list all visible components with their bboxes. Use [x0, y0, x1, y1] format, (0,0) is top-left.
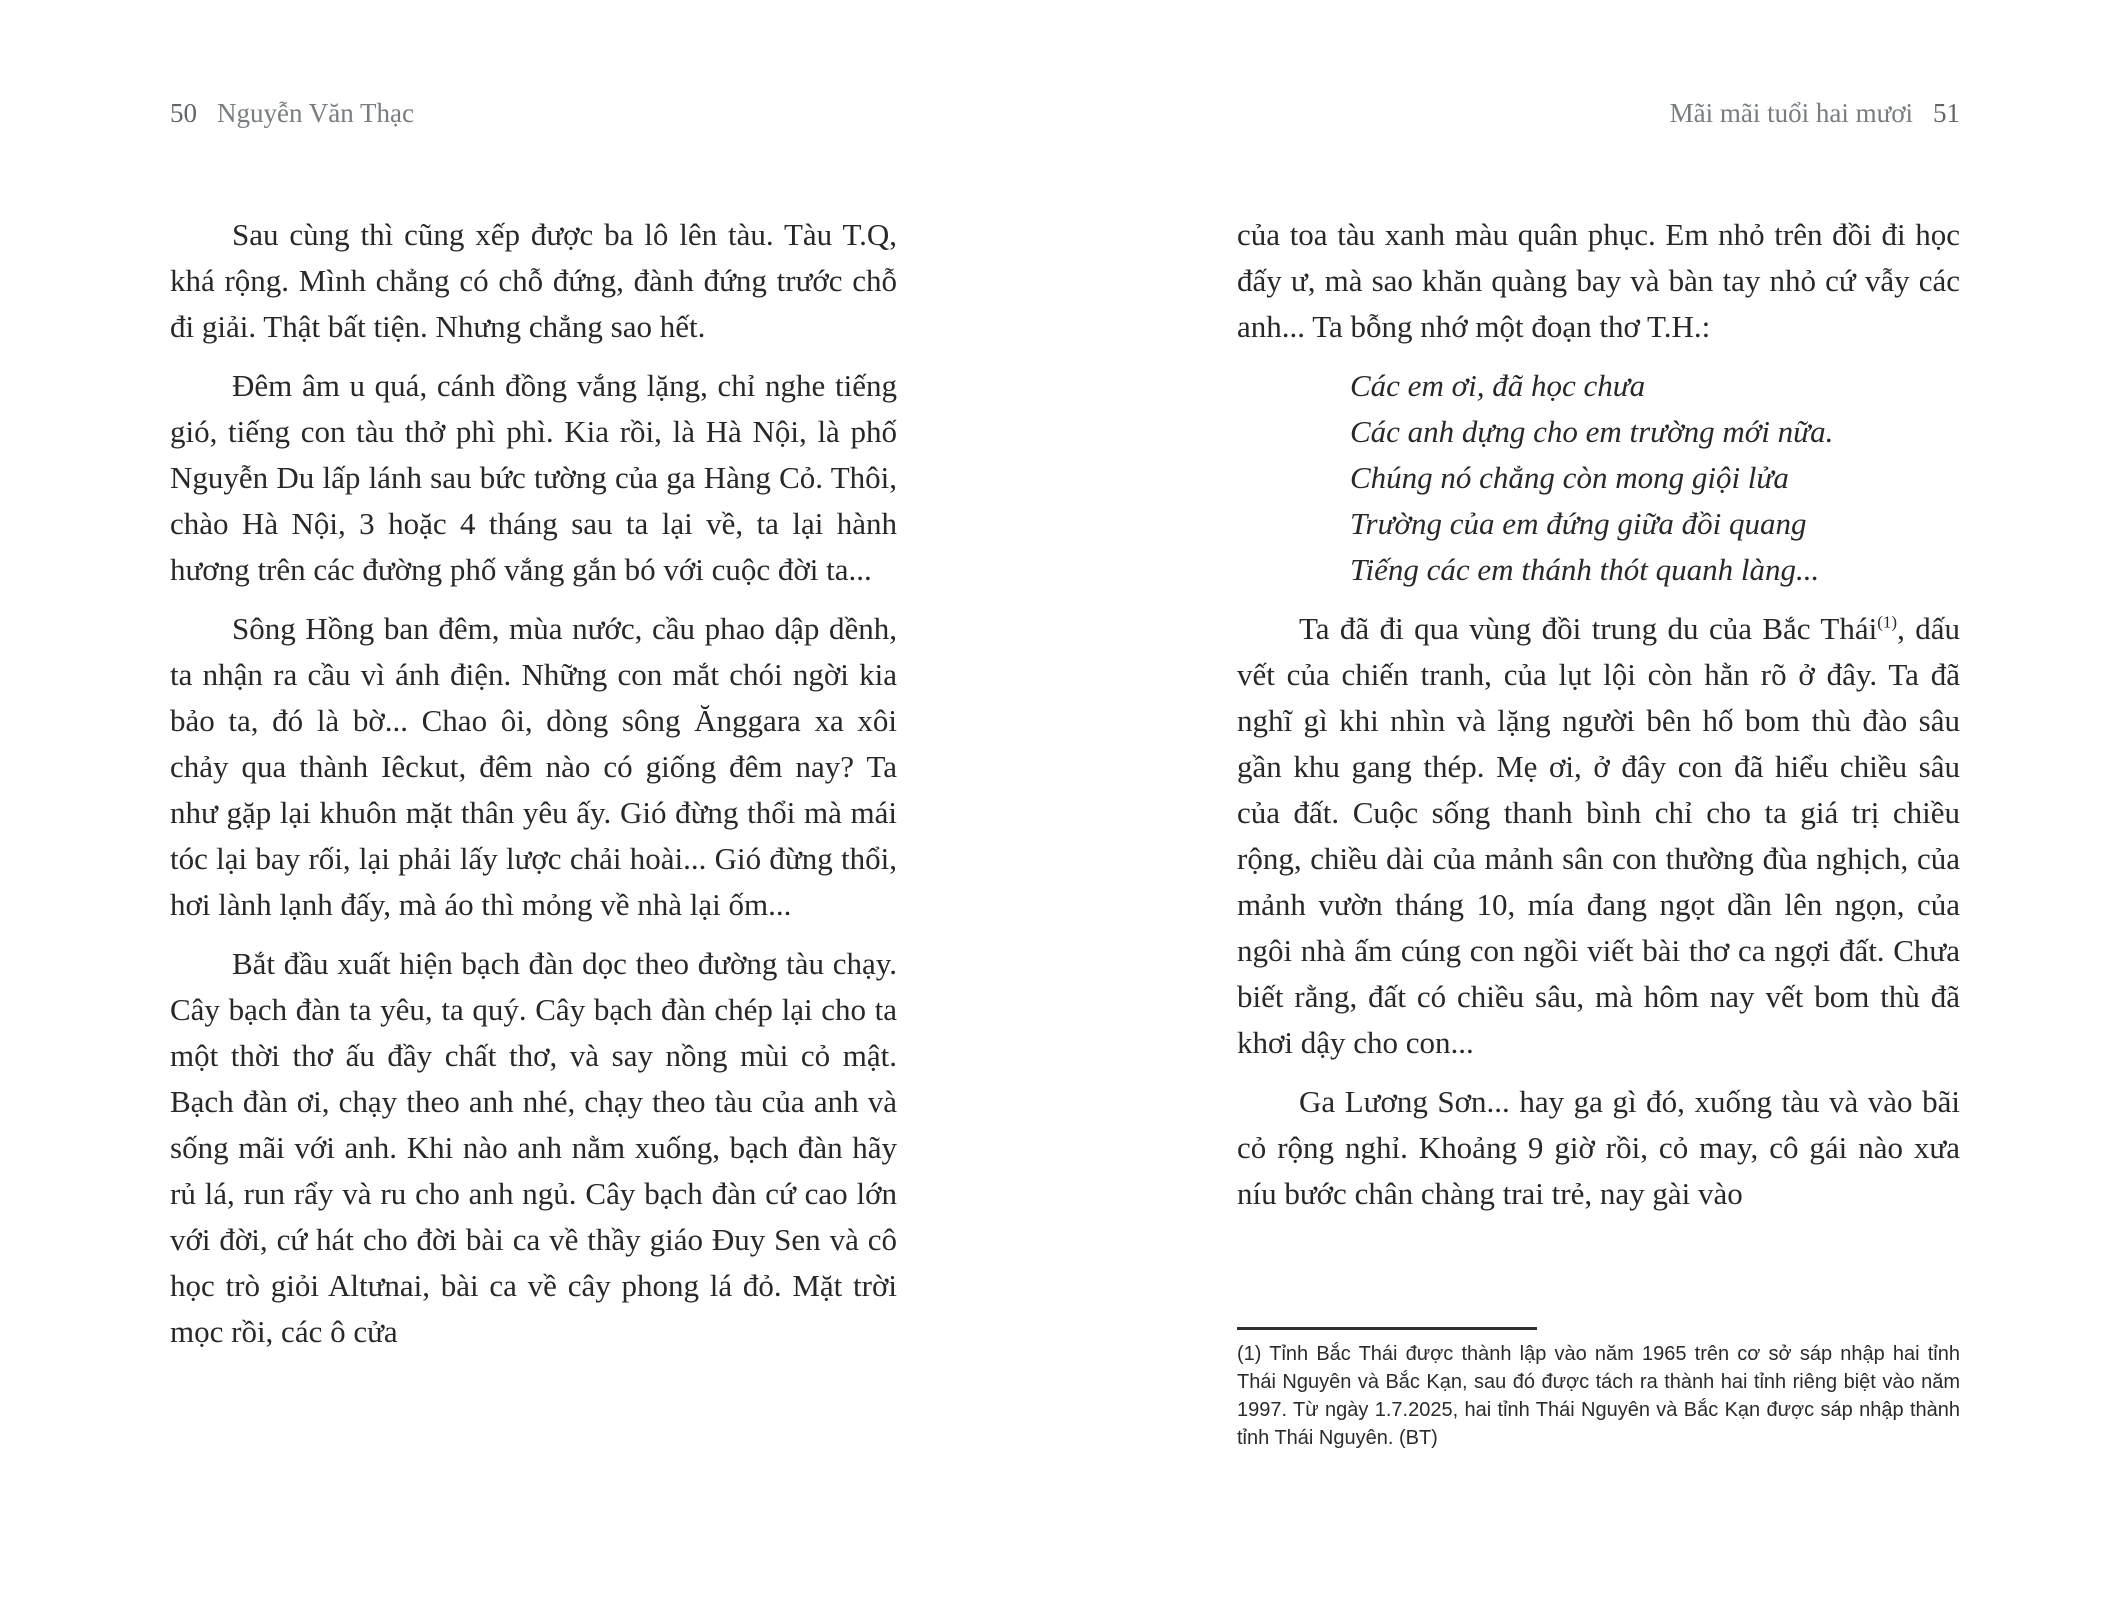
- poem-line: Các anh dựng cho em trường mới nữa.: [1350, 414, 1834, 449]
- left-page-number: 50: [170, 98, 197, 128]
- paragraph: Bắt đầu xuất hiện bạch đàn dọc theo đường tàu chạy. Cây bạch đàn ta yêu, ta quý. Cây bạch đàn chép lại cho ta một thời thơ ấu đầy chất thơ, và say nồng mùi cỏ mật. Bạch đàn ơi, chạy theo anh nhé, chạy theo tàu của anh và sống mãi với anh. Khi nào anh nằm xuống, bạch đàn hãy rủ lá, run rẩy và ru cho anh ngủ. Cây bạch đàn cứ cao lớn với đời, cứ hát cho đời bài ca về thầy giáo Đuy Sen và cô học trò giỏi Altưnai, bài ca về cây phong lá đỏ. Mặt trời mọc rồi, các ô cửa: [170, 946, 897, 1349]
- left-page-header: [170, 96, 414, 130]
- paragraph: [1237, 606, 1960, 1066]
- poem-quote: [1350, 363, 1960, 593]
- paragraph: Sông Hồng ban đêm, mùa nước, cầu phao dập dềnh, ta nhận ra cầu vì ánh điện. Những con mắt chói ngời kia bảo ta, đó là bờ... Chao ôi, dòng sông Ănggara xa xôi chảy qua thành Iêckut, đêm nào có giống đêm nay? Ta như gặp lại khuôn mặt thân yêu ấy. Gió đừng thổi mà mái tóc lại bay rối, lại phải lấy lược chải hoài... Gió đừng thổi, hơi lành lạnh đấy, mà áo thì mỏng về nhà lại ốm...: [170, 611, 897, 922]
- paragraph: Đêm âm u quá, cánh đồng vắng lặng, chỉ nghe tiếng gió, tiếng con tàu thở phì phì. Kia rồi, là Hà Nội, là phố Nguyễn Du lấp lánh sau bức tường của ga Hàng Cỏ. Thôi, chào Hà Nội, 3 hoặc 4 tháng sau ta lại về, ta lại hành hương trên các đường phố vắng gắn bó với cuộc đời ta...: [170, 368, 897, 587]
- right-page-header: [1670, 96, 1960, 130]
- author-running-title: Nguyễn Văn Thạc: [217, 98, 414, 128]
- footnote-marker: (1): [1877, 612, 1898, 632]
- poem-line: Các em ơi, đã học chưa: [1350, 368, 1646, 403]
- paragraph: của toa tàu xanh màu quân phục. Em nhỏ trên đồi đi học đấy ư, mà sao khăn quàng bay và bàn tay nhỏ cứ vẫy các anh... Ta bỗng nhớ một đoạn thơ T.H.:: [1237, 217, 1960, 344]
- poem-line: Tiếng các em thánh thót quanh làng...: [1350, 552, 1820, 587]
- paragraph: Ga Lương Sơn... hay ga gì đó, xuống tàu và vào bãi cỏ rộng nghỉ. Khoảng 9 giờ rồi, cỏ may, cô gái nào xưa níu bước chân chàng trai trẻ, nay gài vào: [1237, 1084, 1960, 1211]
- paragraph: Sau cùng thì cũng xếp được ba lô lên tàu. Tàu T.Q, khá rộng. Mình chẳng có chỗ đứng, đành đứng trước chỗ đi giải. Thật bất tiện. Nhưng chẳng sao hết.: [170, 217, 897, 344]
- footnote-divider: [1237, 1327, 1537, 1330]
- right-page-text: [1237, 212, 1960, 1230]
- book-title-running-title: Mãi mãi tuổi hai mươi: [1669, 98, 1913, 128]
- paragraph-text: Ta đã đi qua vùng đồi trung du của Bắc Thái: [1299, 611, 1878, 646]
- paragraph-text: , dấu vết của chiến tranh, của lụt lội còn hằn rõ ở đây. Ta đã nghĩ gì khi nhìn và lặng người bên hố bom thù đào sâu gần khu gang thép. Mẹ ơi, ở đây con đã hiểu chiều sâu của đất. Cuộc sống thanh bình chỉ cho ta giá trị chiều rộng, chiều dài của mảnh sân con thường đùa nghịch, của mảnh vườn tháng 10, mía đang ngọt dần lên ngọn, của ngôi nhà ấm cúng con ngồi viết bài thơ ca ngợi đất. Chưa biết rằng, đất có chiều sâu, mà hôm nay vết bom thù đã khơi dậy cho con...: [1237, 611, 1960, 1060]
- footnote-text: (1) Tỉnh Bắc Thái được thành lập vào năm 1965 trên cơ sở sáp nhập hai tỉnh Thái Nguyên và Bắc Kạn, sau đó được tách ra thành hai tỉnh riêng biệt vào năm 1997. Từ ngày 1.7.2025, hai tỉnh Thái Nguyên và Bắc Kạn được sáp nhập thành tỉnh Thái Nguyên. (BT): [1237, 1343, 1960, 1449]
- poem-line: Trường của em đứng giữa đồi quang: [1350, 506, 1807, 541]
- poem-line: Chúng nó chẳng còn mong giội lửa: [1350, 460, 1789, 495]
- footnote: [1237, 1327, 1960, 1452]
- left-page-text: [170, 212, 897, 1368]
- right-page-number: 51: [1933, 98, 1960, 128]
